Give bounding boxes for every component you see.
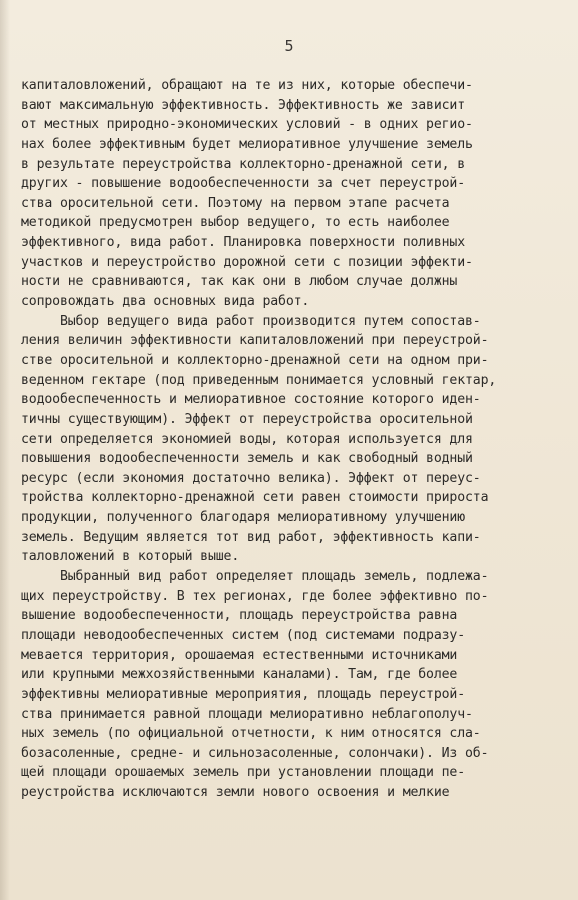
text-line: ности не сравниваются, так как они в любом случае должны <box>21 274 458 290</box>
text-line: вышение водообеспеченности, площадь переустройства равна <box>21 608 458 624</box>
text-line: веденном гектаре (под приведенным понимается условный гектар, <box>21 372 497 388</box>
text-line: участков и переустройство дорожной сети с позиции эффекти- <box>21 254 473 270</box>
text-line: таловложений в который выше. <box>21 549 240 565</box>
text-line: мевается территория, орошаемая естественными источниками <box>21 647 458 663</box>
text-line: реустройства исключаются земли нового освоения и мелкие <box>21 785 450 801</box>
text-line: тройства коллекторно-дренажной сети равен стоимости прироста <box>21 490 489 506</box>
text-line: повышения водообеспеченности земель и как свободный водный <box>21 451 473 467</box>
text-line: капиталовложений, обращают на те из них, которые обеспечи- <box>21 78 473 93</box>
text-line: бозасоленные, средне- и сильнозасоленные, солончаки). Из об- <box>21 745 489 761</box>
page-edge-shadow <box>0 0 10 900</box>
text-line: методикой предусмотрен выбор ведущего, то есть наиболее <box>21 215 450 231</box>
text-line: Выбор ведущего вида работ производится путем сопостав- <box>21 313 481 329</box>
text-line: ства оросительной сети. Поэтому на первом этапе расчета <box>21 195 450 211</box>
text-line: ресурс (если экономия достаточно велика). Эффект от переус- <box>21 470 481 486</box>
text-line: площади неводообеспеченных систем (под системами подразу- <box>21 627 466 643</box>
text-line: эффективны мелиоративные мероприятия, площадь переустрой- <box>21 686 466 702</box>
text-line: ства принимается равной площади мелиоративно неблагополуч- <box>21 706 473 722</box>
text-line: вают максимальную эффективность. Эффективность же зависит <box>21 97 466 113</box>
text-line: нах более эффективным будет мелиоративное улучшение земель <box>21 136 473 152</box>
text-line: ления величин эффективности капиталовложений при переустрой- <box>21 333 489 349</box>
text-line: стве оросительной и коллекторно-дренажной сети на одном при- <box>21 352 489 368</box>
text-line: или крупными межхозяйственными каналами). Там, где более <box>21 667 458 683</box>
text-line: сети определяется экономией воды, которая используется для <box>21 431 473 447</box>
text-line: других - повышение водообеспеченности за счет переустрой- <box>21 176 466 192</box>
text-line: щих переустройству. В тех регионах, где более эффективно по- <box>21 588 489 604</box>
body-text <box>21 76 561 803</box>
text-line: сопровождать два основных вида работ. <box>21 294 310 310</box>
text-line: ных земель (по официальной отчетности, к ним относятся сла- <box>21 726 481 742</box>
text-line: в результате переустройства коллекторно-дренажной сети, в <box>21 156 466 172</box>
text-line: щей площади орошаемых земель при установлении площади пе- <box>21 765 466 781</box>
text-line: продукции, полученного благодаря мелиоративному улучшению <box>21 510 466 526</box>
text-line: водообеспеченность и мелиоративное состояние которого иден- <box>21 392 481 408</box>
text-line: эффективного, вида работ. Планировка поверхности поливных <box>21 235 466 251</box>
text-line: Выбранный вид работ определяет площадь земель, подлежа- <box>21 569 489 585</box>
text-line: земель. Ведущим является тот вид работ, эффективность капи- <box>21 529 481 545</box>
text-line: тичны существующим). Эффект от переустройства оросительной <box>21 411 473 427</box>
text-line: от местных природно-экономических условий - в одних регио- <box>21 117 473 133</box>
page-number: 5 <box>284 37 294 55</box>
